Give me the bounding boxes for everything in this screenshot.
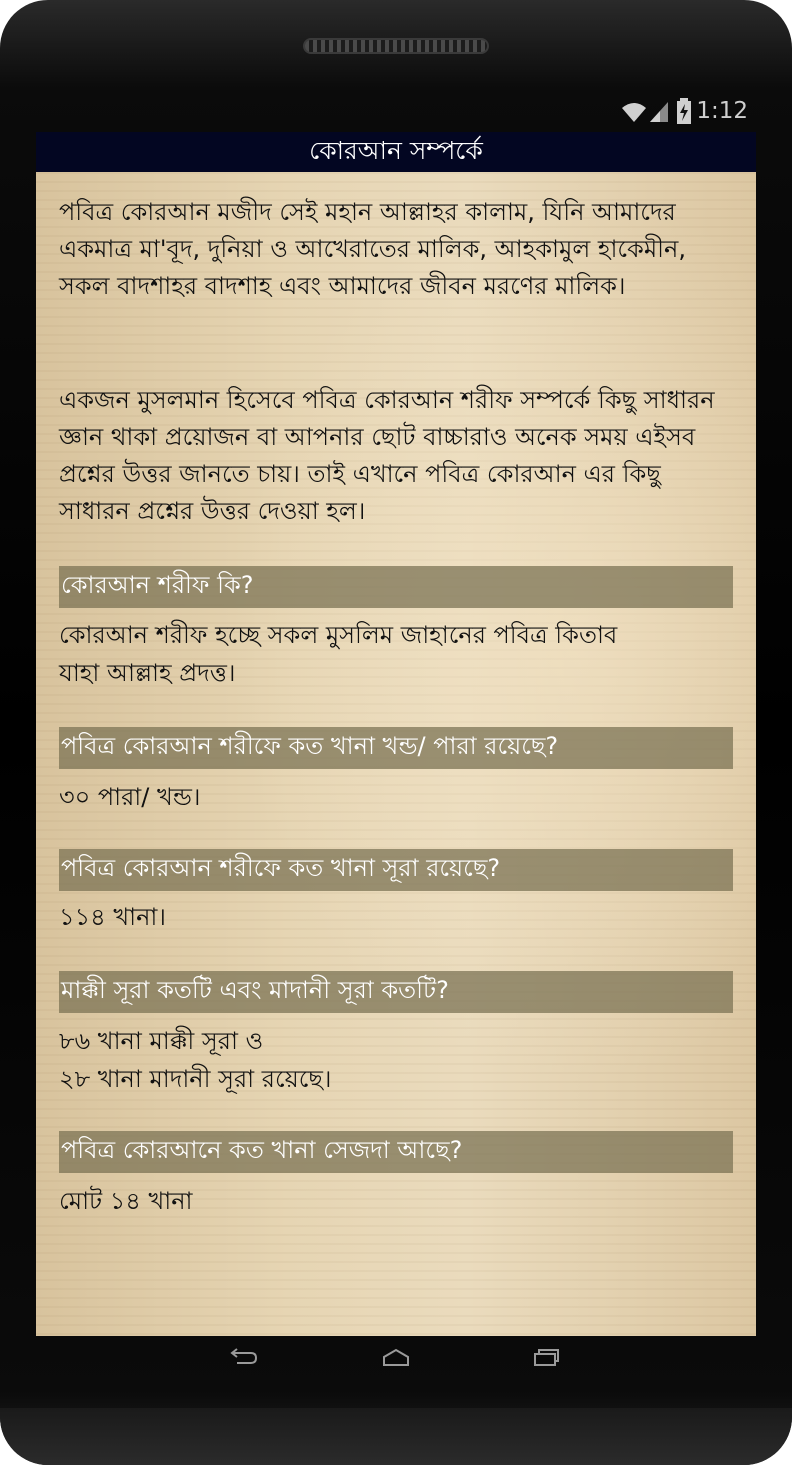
question-text: কোরআন শরীফ কি? xyxy=(61,571,254,599)
question-bar xyxy=(59,1131,733,1173)
home-icon xyxy=(381,1346,411,1368)
question-bar xyxy=(59,566,733,608)
answer-line: কোরআন শরীফ হচ্ছে সকল মুসলিম জাহানের পবিত্র কিতাব xyxy=(59,621,618,649)
answer-text xyxy=(59,1182,731,1220)
answer-text xyxy=(59,898,731,936)
intro-paragraph-1: পবিত্র কোরআন মজীদ সেই মহান আল্লাহর কালাম, যিনি আমাদের একমাত্র মা'বূদ, দুনিয়া ও আখেরাতের মালিক, আহকামুল হাকেমীন, সকল বাদশাহর বাদশাহ এবং আমাদের জীবন মরণের মালিক। xyxy=(59,198,686,300)
answer-line: ৮৬ খানা মাক্কী সূরা ও xyxy=(59,1027,264,1055)
answer-text xyxy=(59,616,731,692)
navigation-bar xyxy=(36,1336,756,1378)
content-area[interactable] xyxy=(36,172,756,1336)
answer-line: ১১৪ খানা। xyxy=(59,903,166,931)
status-bar xyxy=(36,92,756,132)
battery-icon xyxy=(676,98,692,124)
answer-line: মোট ১৪ খানা xyxy=(59,1187,193,1215)
back-icon xyxy=(229,1346,259,1368)
recents-icon xyxy=(531,1346,561,1368)
speaker-grille xyxy=(303,38,489,54)
home-button[interactable] xyxy=(376,1342,416,1372)
recents-button[interactable] xyxy=(526,1342,566,1372)
app-title-bar xyxy=(36,132,756,172)
answer-text xyxy=(59,1022,731,1098)
question-text: পবিত্র কোরআন শরীফে কত খানা খন্ড/ পারা রয়েছে? xyxy=(61,732,559,760)
wifi-icon xyxy=(620,100,648,124)
answer-line: ৩০ পারা/ খন্ড। xyxy=(59,783,201,811)
question-text: মাক্কী সূরা কতটি এবং মাদানী সূরা কতটি? xyxy=(61,976,449,1004)
question-text: পবিত্র কোরআন শরীফে কত খানা সূরা রয়েছে? xyxy=(61,854,501,882)
page-title: কোরআন সম্পর্কে xyxy=(309,135,483,165)
signal-icon xyxy=(648,100,670,124)
answer-line: যাহা আল্লাহ প্রদত্ত। xyxy=(59,659,236,687)
intro-paragraph-2: একজন মুসলমান হিসেবে পবিত্র কোরআন শরীফ সম্পর্কে কিছু সাধারন জ্ঞান থাকা প্রয়োজন বা আপনার ছোট বাচ্চারাও অনেক সময় এইসব প্রশ্নের উত্তর জানতে চায়। তাই এখানে পবিত্র কোরআন এর কিছু সাধারন প্রশ্নের উত্তর দেওয়া হল। xyxy=(59,386,715,525)
status-time: 1:12 xyxy=(696,98,748,124)
question-bar xyxy=(59,727,733,769)
question-bar xyxy=(59,971,733,1013)
answer-line: ২৮ খানা মাদানী সূরা রয়েছে। xyxy=(59,1065,332,1093)
back-button[interactable] xyxy=(224,1342,264,1372)
question-text: পবিত্র কোরআনে কত খানা সেজদা আছে? xyxy=(61,1136,463,1164)
answer-text xyxy=(59,778,731,816)
question-bar xyxy=(59,849,733,891)
